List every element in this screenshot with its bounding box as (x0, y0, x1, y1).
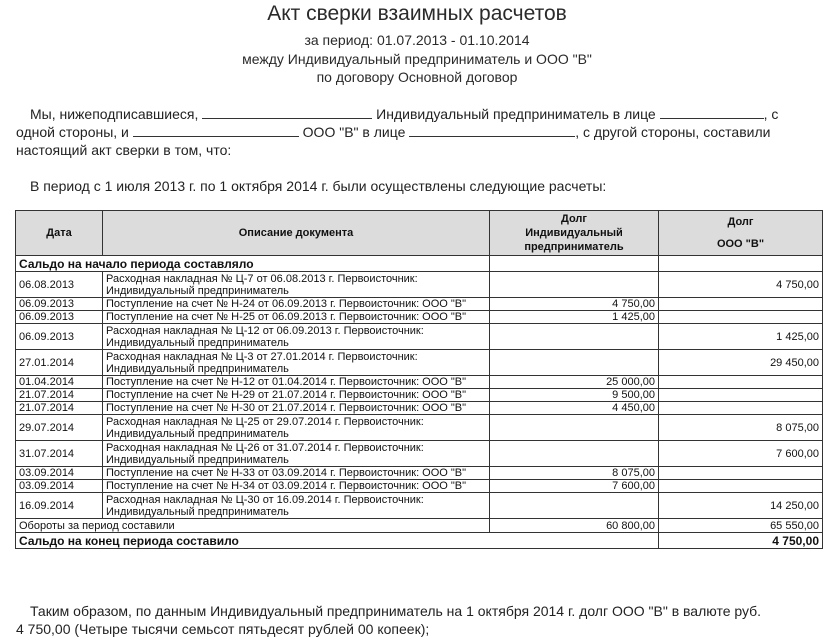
cell-date: 03.09.2014 (16, 480, 103, 493)
cell-date: 06.09.2013 (16, 298, 103, 311)
cell-debt-ip: 9 500,00 (490, 389, 659, 402)
signature-blank (202, 106, 372, 119)
col-debt-ooo (659, 211, 823, 256)
cell-date: 31.07.2014 (16, 441, 103, 467)
signature-blank (660, 106, 764, 119)
cell-debt-ip: 7 600,00 (490, 480, 659, 493)
cell-debt-ip: 1 425,00 (490, 311, 659, 324)
cell-debt-ip (490, 493, 659, 519)
document-title: Акт сверки взаимных расчетов (267, 2, 567, 25)
cell-description: Расходная накладная № Ц-26 от 31.07.2014 г. Первоисточник: Индивидуальный предприниматель (103, 441, 490, 467)
table-row (16, 415, 823, 441)
cell-debt-ooo: 4 750,00 (659, 272, 823, 298)
cell-debt-ooo (659, 480, 823, 493)
table-row (16, 350, 823, 376)
cell-debt-ooo: 14 250,00 (659, 493, 823, 519)
cell-date: 16.09.2014 (16, 493, 103, 519)
closing-balance-ooo: 4 750,00 (659, 533, 823, 549)
table-row (16, 467, 823, 480)
intro-line-1 (16, 105, 822, 123)
col-debt-ip-line1: Долг (561, 213, 587, 225)
cell-date: 29.07.2014 (16, 415, 103, 441)
reconciliation-table (15, 210, 823, 549)
cell-date: 21.07.2014 (16, 402, 103, 415)
turnover-label: Обороты за период составили (16, 519, 490, 533)
cell-date: 27.01.2014 (16, 350, 103, 376)
intro-text: одной стороны, и (16, 124, 129, 140)
turnover-ooo: 65 550,00 (659, 519, 823, 533)
opening-balance-ooo (659, 256, 823, 272)
cell-debt-ip (490, 350, 659, 376)
cell-description: Расходная накладная № Ц-3 от 27.01.2014 г. Первоисточник: Индивидуальный предприниматель (103, 350, 490, 376)
col-debt-ip-line2: Индивидуальный предприниматель (524, 227, 624, 253)
table-row (16, 298, 823, 311)
signature-blank (133, 124, 299, 137)
intro-text: , с (763, 106, 779, 122)
table-row (16, 389, 823, 402)
cell-debt-ip: 8 075,00 (490, 467, 659, 480)
cell-date: 06.08.2013 (16, 272, 103, 298)
cell-debt-ip: 4 450,00 (490, 402, 659, 415)
cell-date: 06.09.2013 (16, 324, 103, 350)
cell-description: Поступление на счет № Н-33 от 03.09.2014 г. Первоисточник: ООО "В" (103, 467, 490, 480)
cell-debt-ip (490, 272, 659, 298)
closing-balance-row (16, 533, 823, 549)
cell-debt-ooo (659, 298, 823, 311)
cell-description: Расходная накладная № Ц-25 от 29.07.2014 г. Первоисточник: Индивидуальный предприниматель (103, 415, 490, 441)
signature-blank (409, 124, 575, 137)
cell-debt-ip: 4 750,00 (490, 298, 659, 311)
opening-balance-label: Сальдо на начало периода составляло (16, 256, 490, 272)
cell-debt-ip: 25 000,00 (490, 376, 659, 389)
conclusion-line-2: 4 750,00 (Четыре тысячи семьсот пятьдесят рублей 00 копеек); (16, 621, 430, 637)
turnover-row (16, 519, 823, 533)
cell-description: Поступление на счет № Н-34 от 03.09.2014 г. Первоисточник: ООО "В" (103, 480, 490, 493)
intro-paragraph (16, 105, 822, 159)
table-row (16, 402, 823, 415)
opening-balance-row (16, 256, 823, 272)
cell-debt-ip (490, 441, 659, 467)
conclusion-paragraph (16, 602, 822, 638)
intro-text: Мы, нижеподписавшиеся, (30, 106, 199, 122)
period-line: за период: 01.07.2013 - 01.10.2014 (304, 32, 530, 48)
cell-debt-ooo: 8 075,00 (659, 415, 823, 441)
period-statement: В период с 1 июля 2013 г. по 1 октября 2014 г. были осуществлены следующие расчеты: (30, 178, 607, 194)
cell-description: Поступление на счет № Н-24 от 06.09.2013 г. Первоисточник: ООО "В" (103, 298, 490, 311)
table-row (16, 376, 823, 389)
parties-line: между Индивидуальный предприниматель и ООО "В" (242, 51, 592, 67)
table-row (16, 324, 823, 350)
table-header-row (16, 211, 823, 256)
col-description: Описание документа (103, 211, 490, 256)
turnover-ip: 60 800,00 (490, 519, 659, 533)
table-row (16, 441, 823, 467)
intro-line-2 (16, 123, 822, 141)
cell-debt-ip (490, 324, 659, 350)
cell-debt-ooo: 29 450,00 (659, 350, 823, 376)
cell-date: 03.09.2014 (16, 467, 103, 480)
opening-balance-ip (490, 256, 659, 272)
conclusion-line-1: Таким образом, по данным Индивидуальный предприниматель на 1 октября 2014 г. долг ООО "В" в валюте руб. (30, 603, 762, 619)
col-debt-ip (490, 211, 659, 256)
col-debt-ooo-line1: Долг (727, 216, 754, 228)
cell-debt-ooo (659, 376, 823, 389)
intro-text: Индивидуальный предприниматель в лице (376, 106, 656, 122)
cell-debt-ip (490, 415, 659, 441)
cell-description: Расходная накладная № Ц-7 от 06.08.2013 г. Первоисточник: Индивидуальный предприниматель (103, 272, 490, 298)
table-row (16, 480, 823, 493)
cell-debt-ooo: 1 425,00 (659, 324, 823, 350)
col-debt-ooo-line2: ООО "В" (716, 238, 765, 250)
cell-description: Поступление на счет № Н-30 от 21.07.2014 г. Первоисточник: ООО "В" (103, 402, 490, 415)
contract-line: по договору Основной договор (316, 69, 518, 85)
cell-description: Поступление на счет № Н-12 от 01.04.2014 г. Первоисточник: ООО "В" (103, 376, 490, 389)
intro-text: ООО "В" в лице (302, 124, 406, 140)
closing-balance-label: Сальдо на конец периода составило (16, 533, 659, 549)
cell-debt-ooo: 7 600,00 (659, 441, 823, 467)
intro-line-3: настоящий акт сверки в том, что: (16, 142, 232, 158)
cell-debt-ooo (659, 402, 823, 415)
col-date: Дата (16, 211, 103, 256)
cell-description: Поступление на счет № Н-25 от 06.09.2013 г. Первоисточник: ООО "В" (103, 311, 490, 324)
cell-date: 21.07.2014 (16, 389, 103, 402)
intro-text: , с другой стороны, составили (575, 124, 771, 140)
table-row (16, 272, 823, 298)
cell-description: Расходная накладная № Ц-12 от 06.09.2013 г. Первоисточник: Индивидуальный предприниматель (103, 324, 490, 350)
cell-description: Поступление на счет № Н-29 от 21.07.2014 г. Первоисточник: ООО "В" (103, 389, 490, 402)
table-row (16, 311, 823, 324)
cell-debt-ooo (659, 389, 823, 402)
table-row (16, 493, 823, 519)
cell-debt-ooo (659, 311, 823, 324)
cell-description: Расходная накладная № Ц-30 от 16.09.2014 г. Первоисточник: Индивидуальный предприниматель (103, 493, 490, 519)
cell-date: 01.04.2014 (16, 376, 103, 389)
cell-debt-ooo (659, 467, 823, 480)
cell-date: 06.09.2013 (16, 311, 103, 324)
